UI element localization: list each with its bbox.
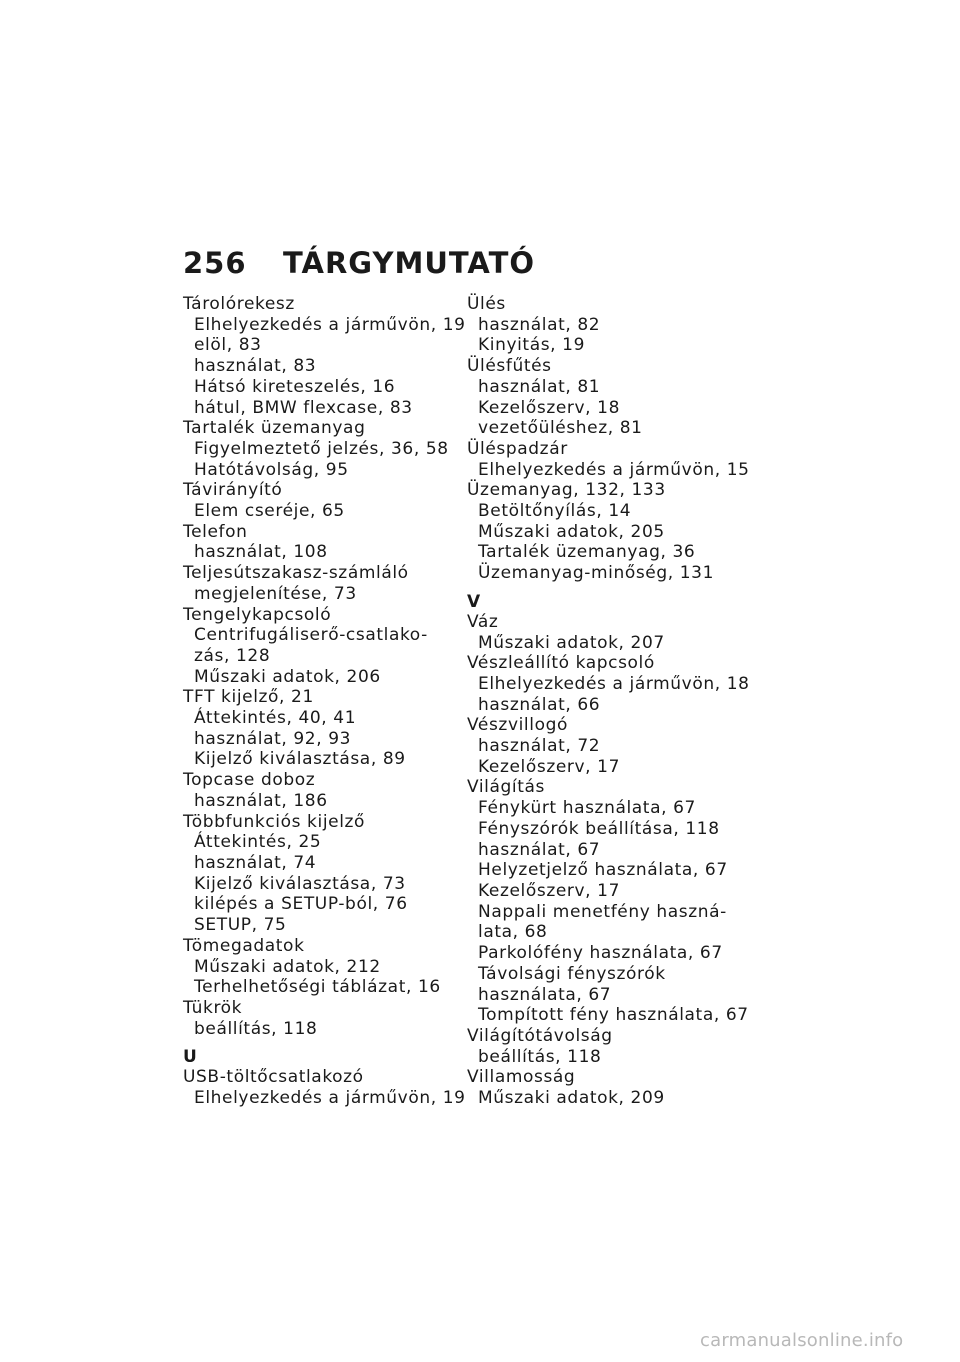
index-subentry: Elhelyezkedés a járművön, 18 <box>478 673 750 694</box>
watermark-text: carmanualsonline.info <box>700 1330 904 1351</box>
index-subentry: Tompított fény használata, 67 <box>478 1005 749 1026</box>
page-title: TÁRGYMUTATÓ <box>283 246 536 280</box>
index-entry: Váz <box>467 611 499 632</box>
index-entry: USB-töltőcsatlakozó <box>183 1067 364 1088</box>
index-subentry: Tartalék üzemanyag, 36 <box>478 542 696 563</box>
index-subentry: Fényszórók beállítása, 118 <box>478 818 720 839</box>
index-subentry: Üzemanyag-minőség, 131 <box>478 563 715 584</box>
index-entry: Üzemanyag, 132, 133 <box>467 480 666 501</box>
index-section-letter: U <box>183 1047 197 1068</box>
index-subentry: Kijelző kiválasztása, 89 <box>194 749 406 770</box>
index-entry: Ülés <box>467 294 506 314</box>
index-entry: Többfunkciós kijelző <box>183 811 366 832</box>
page-number: 256 <box>183 246 247 280</box>
index-subentry: Hatótávolság, 95 <box>194 459 349 480</box>
index-subentry: lata, 68 <box>478 922 548 943</box>
index-entry: TFT kijelző, 21 <box>183 687 314 708</box>
index-subentry: vezetőüléshez, 81 <box>478 418 643 439</box>
index-entry: Vészvillogó <box>467 715 568 736</box>
index-subentry: Műszaki adatok, 205 <box>478 521 665 542</box>
index-entry: Tartalék üzemanyag <box>183 418 366 439</box>
index-subentry: használat, 66 <box>478 694 601 715</box>
index-subentry: Műszaki adatok, 206 <box>194 666 381 687</box>
index-subentry: használat, 81 <box>478 376 601 397</box>
index-subentry: Hátsó kireteszelés, 16 <box>194 376 396 397</box>
index-entry: Vészleállító kapcsoló <box>467 653 655 674</box>
index-subentry: Fénykürt használata, 67 <box>478 798 696 819</box>
index-entry: Világítótávolság <box>467 1025 613 1046</box>
index-subentry: megjelenítése, 73 <box>194 583 357 604</box>
page-header <box>183 246 535 280</box>
index-subentry: Elhelyezkedés a járművön, 19 <box>194 1088 466 1109</box>
index-subentry: Kijelző kiválasztása, 73 <box>194 873 406 894</box>
index-entry: Tükrök <box>183 997 243 1018</box>
index-entry: Villamosság <box>467 1067 576 1088</box>
index-subentry: Kezelőszerv, 17 <box>478 880 620 901</box>
index-subentry: Betöltőnyílás, 14 <box>478 501 632 522</box>
index-subentry: Távolsági fényszórók <box>478 963 666 984</box>
index-subentry: SETUP, 75 <box>194 915 287 936</box>
index-entry: Távirányító <box>183 480 283 501</box>
index-subentry: Nappali menetfény haszná- <box>478 901 727 922</box>
index-subentry: Elem cseréje, 65 <box>194 501 345 522</box>
index-entry: Tengelykapcsoló <box>183 604 332 625</box>
index-subentry: Elhelyezkedés a járművön, 15 <box>478 459 750 480</box>
index-subentry: Elhelyezkedés a járművön, 19 <box>194 314 466 335</box>
index-subentry: Kinyitás, 19 <box>478 335 586 356</box>
index-entry: Ülésfűtés <box>467 356 552 377</box>
index-entry: Tömegadatok <box>183 935 305 956</box>
index-entry: Telefon <box>183 521 248 542</box>
index-subentry: Figyelmeztető jelzés, 36, 58 <box>194 438 449 459</box>
index-subentry: beállítás, 118 <box>478 1046 602 1067</box>
index-subentry: Áttekintés, 40, 41 <box>194 708 357 729</box>
index-entry: Teljesútszakasz-számláló <box>183 563 409 584</box>
index-subentry: elöl, 83 <box>194 335 262 356</box>
index-subentry: Parkolófény használata, 67 <box>478 943 723 964</box>
index-subentry: zás, 128 <box>194 645 271 666</box>
index-entry: Üléspadzár <box>467 438 568 459</box>
index-entry: Világítás <box>467 777 545 798</box>
index-subentry: Műszaki adatok, 207 <box>478 632 665 653</box>
index-subentry: hátul, BMW flexcase, 83 <box>194 397 413 418</box>
index-subentry: használat, 82 <box>478 314 601 335</box>
index-subentry: használat, 186 <box>194 790 328 811</box>
index-subentry: Kezelőszerv, 17 <box>478 756 620 777</box>
index-subentry: Műszaki adatok, 212 <box>194 956 381 977</box>
index-subentry: kilépés a SETUP-ból, 76 <box>194 894 408 915</box>
index-subentry: használat, 67 <box>478 839 601 860</box>
index-subentry: használat, 108 <box>194 542 328 563</box>
index-subentry: Kezelőszerv, 18 <box>478 397 620 418</box>
index-subentry: használat, 72 <box>478 736 601 757</box>
index-subentry: használat, 83 <box>194 356 317 377</box>
index-section-letter: V <box>467 591 481 612</box>
index-column-right <box>467 294 750 1109</box>
index-column-left <box>183 294 466 1109</box>
index-subentry: Áttekintés, 25 <box>194 832 322 853</box>
index-subentry: Terhelhetőségi táblázat, 16 <box>194 977 441 998</box>
index-subentry: használat, 74 <box>194 852 317 873</box>
index-entry: Topcase doboz <box>183 770 316 791</box>
index-subentry: használata, 67 <box>478 984 612 1005</box>
index-entry: Tárolórekesz <box>183 294 295 314</box>
index-subentry: beállítás, 118 <box>194 1018 318 1039</box>
index-subentry: Műszaki adatok, 209 <box>478 1088 665 1109</box>
index-subentry: használat, 92, 93 <box>194 728 352 749</box>
index-subentry: Helyzetjelző használata, 67 <box>478 860 728 881</box>
index-subentry: Centrifugáliserő-csatlako- <box>194 625 428 646</box>
